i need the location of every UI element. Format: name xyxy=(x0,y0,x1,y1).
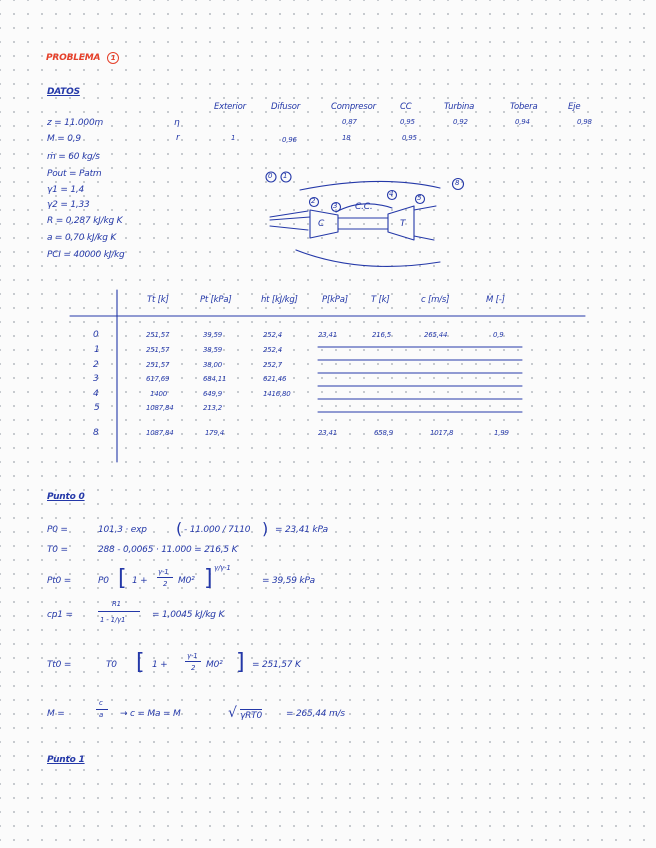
eq-pt0-m: M0² xyxy=(178,576,195,586)
eq-cp-res: = 1,0045 kJ/kg K xyxy=(152,610,225,620)
dato-altitude: z = 11.000m xyxy=(47,118,104,128)
table-header-t: T [k] xyxy=(371,295,390,305)
eq-cp-den: 1 - 1/γ1 xyxy=(100,616,126,624)
r-difusor: 0,96 xyxy=(282,136,297,144)
eq-p0-lhs: P0 = xyxy=(47,525,68,535)
eq-p0-res: = 23,41 kPa xyxy=(275,525,328,535)
table-row-0-t: 216,5 xyxy=(372,331,392,339)
table-row-8-tt: 1087,84 xyxy=(146,429,174,437)
eq-pt0-frac-bar xyxy=(157,577,173,578)
eq-pt0-p0: P0 xyxy=(98,576,109,586)
dato-gamma1: γ1 = 1,4 xyxy=(47,185,85,195)
station-1-label: 1 xyxy=(283,172,288,180)
comp-header-difusor: Difusor xyxy=(271,102,301,112)
table-row-0-c: 265,44 xyxy=(424,331,448,339)
eq-p0-rparen: ) xyxy=(262,519,269,538)
table-row-8-station: 8 xyxy=(93,428,99,438)
datos-heading: DATOS xyxy=(47,87,80,97)
compressor-label: C xyxy=(318,219,325,229)
comp-header-tobera: Tobera xyxy=(510,102,538,112)
eta-eje: 0,98 xyxy=(577,118,592,126)
table-row-1-tt: 251,57 xyxy=(146,346,170,354)
r-compresor: 18 xyxy=(342,134,351,142)
eq-p0-lparen: ( xyxy=(176,519,183,538)
dato-pout: Pout = Patm xyxy=(47,169,102,179)
station-0-label: 0 xyxy=(268,172,273,180)
table-row-5-station: 5 xyxy=(94,403,100,413)
eq-pt0-one: 1 + xyxy=(132,576,148,586)
eq-tt0-lhs: Tt0 = xyxy=(47,660,72,670)
comp-header-cc: CC xyxy=(400,102,412,112)
eq-tt0-m: M0² xyxy=(206,660,223,670)
table-header-p: P[kPa] xyxy=(322,295,348,305)
combustor-label: C.C. xyxy=(355,202,373,212)
table-row-3-tt: 617,69 xyxy=(146,375,170,383)
eq-m-arrow: → c = Ma = M xyxy=(120,709,181,719)
table-row-2-ht: 252,7 xyxy=(263,361,283,369)
turbine-label: T xyxy=(400,219,406,229)
eq-cp-lhs: cp1 = xyxy=(47,610,73,620)
table-row-8-m: 1,99 xyxy=(494,429,509,437)
eq-tt0-one: 1 + xyxy=(152,660,168,670)
table-row-3-station: 3 xyxy=(93,374,99,384)
station-3-label: 3 xyxy=(333,202,338,210)
table-row-4-ht: 1416,80 xyxy=(263,390,291,398)
table-row-1-pt: 38,59 xyxy=(203,346,223,354)
dato-massflow: ṁ = 60 kg/s xyxy=(47,152,100,162)
table-header-c: c [m/s] xyxy=(421,295,450,305)
table-row-2-tt: 251,57 xyxy=(146,361,170,369)
eq-pt0-frac-den: 2 xyxy=(163,580,168,588)
table-row-0-station: 0 xyxy=(93,330,99,340)
eq-p0-rhs: 101,3 · exp xyxy=(98,525,147,535)
eq-pt0-exp: γ/γ-1 xyxy=(214,564,231,572)
r-symbol: r xyxy=(176,133,180,143)
eq-m-sqrt: γRT0 xyxy=(240,711,263,721)
table-row-0-ht: 252,4 xyxy=(263,331,283,339)
eq-t0-rhs: 288 - 0,0065 · 11.000 = 216,5 K xyxy=(98,545,238,555)
punto1-heading: Punto 1 xyxy=(47,755,85,765)
eq-tt0-lbracket: [ xyxy=(136,650,145,675)
table-row-4-station: 4 xyxy=(93,389,99,399)
table-header-pt: Pt [kPa] xyxy=(200,295,232,305)
eq-m-frac-bar xyxy=(96,709,108,710)
table-row-8-p: 23,41 xyxy=(318,429,338,437)
table-row-2-station: 2 xyxy=(93,360,99,370)
table-row-4-tt: 1400 xyxy=(150,390,168,398)
table-row-0-tt: 251,57 xyxy=(146,331,170,339)
eq-pt0-lbracket: [ xyxy=(118,566,127,591)
eq-tt0-rbracket: ] xyxy=(236,650,245,675)
title-number: 1 xyxy=(107,52,119,64)
eq-tt0-res: = 251,57 K xyxy=(252,660,301,670)
eq-m-res: = 265,44 m/s xyxy=(286,709,345,719)
eq-tt0-t0: T0 xyxy=(106,660,117,670)
table-row-8-pt: 179,4 xyxy=(205,429,225,437)
eq-pt0-frac-num: γ-1 xyxy=(158,568,169,576)
table-row-5-tt: 1087,84 xyxy=(146,404,174,412)
eq-pt0-res: = 39,59 kPa xyxy=(262,576,315,586)
table-row-5-pt: 213,2 xyxy=(203,404,223,412)
dato-mach: M = 0,9 xyxy=(47,134,81,144)
dato-pci: PCI = 40000 kJ/kg xyxy=(47,250,125,260)
table-row-1-station: 1 xyxy=(94,345,100,355)
table-header-tt: Tt [k] xyxy=(147,295,169,305)
table-row-0-m: 0,9 xyxy=(493,331,504,339)
eq-tt0-frac-den: 2 xyxy=(191,664,196,672)
eq-cp-frac-bar xyxy=(98,611,140,612)
table-row-4-pt: 649,9 xyxy=(203,390,223,398)
eq-pt0-rbracket: ] xyxy=(204,566,213,591)
eq-m-lhs: M = xyxy=(47,709,65,719)
eq-t0-lhs: T0 = xyxy=(47,545,68,555)
eta-cc: 0,95 xyxy=(400,118,415,126)
table-row-3-ht: 621,46 xyxy=(263,375,287,383)
eq-tt0-frac-bar xyxy=(185,661,201,662)
table-row-0-pt: 39,59 xyxy=(203,331,223,339)
table-row-8-t: 658,9 xyxy=(374,429,394,437)
station-4-label: 4 xyxy=(389,190,394,198)
comp-header-turbina: Turbina xyxy=(444,102,475,112)
eta-turbina: 0,92 xyxy=(453,118,468,126)
eq-m-sqrt-sign: √ xyxy=(228,705,237,721)
table-row-8-c: 1017,8 xyxy=(430,429,454,437)
comp-header-eje: Eje xyxy=(568,102,581,112)
eq-m-frac-den: a xyxy=(99,711,104,719)
table-row-2-pt: 38,00 xyxy=(203,361,223,369)
dato-gamma2: γ2 = 1,33 xyxy=(47,200,90,210)
eta-compresor: 0,87 xyxy=(342,118,357,126)
eta-symbol: η xyxy=(174,118,180,128)
table-row-3-pt: 684,11 xyxy=(203,375,227,383)
station-5-label: 5 xyxy=(417,194,422,202)
title-text: PROBLEMA xyxy=(46,53,101,63)
table-header-m: M [-] xyxy=(486,295,505,305)
eta-tobera: 0,94 xyxy=(515,118,530,126)
eq-cp-num: R1 xyxy=(112,600,121,608)
station-8-label: 8 xyxy=(455,179,460,187)
r-cc: 0,95 xyxy=(402,134,417,142)
eq-m-frac-num: c xyxy=(99,699,103,707)
comp-header-exterior: Exterior xyxy=(214,102,246,112)
comp-header-compresor: Compresor xyxy=(331,102,376,112)
eq-pt0-lhs: Pt0 = xyxy=(47,576,72,586)
table-header-ht: ht [kJ/kg] xyxy=(261,295,298,305)
eq-tt0-frac-num: γ-1 xyxy=(187,652,198,660)
table-row-0-p: 23,41 xyxy=(318,331,338,339)
eq-p0-paren: - 11.000 / 7110 xyxy=(184,525,251,535)
dato-a: a = 0,70 kJ/kg K xyxy=(47,233,117,243)
r-exterior: 1 xyxy=(231,134,236,142)
table-row-1-ht: 252,4 xyxy=(263,346,283,354)
punto0-heading: Punto 0 xyxy=(47,492,85,502)
station-2-label: 2 xyxy=(311,197,316,205)
dato-r: R = 0,287 kJ/kg K xyxy=(47,216,123,226)
